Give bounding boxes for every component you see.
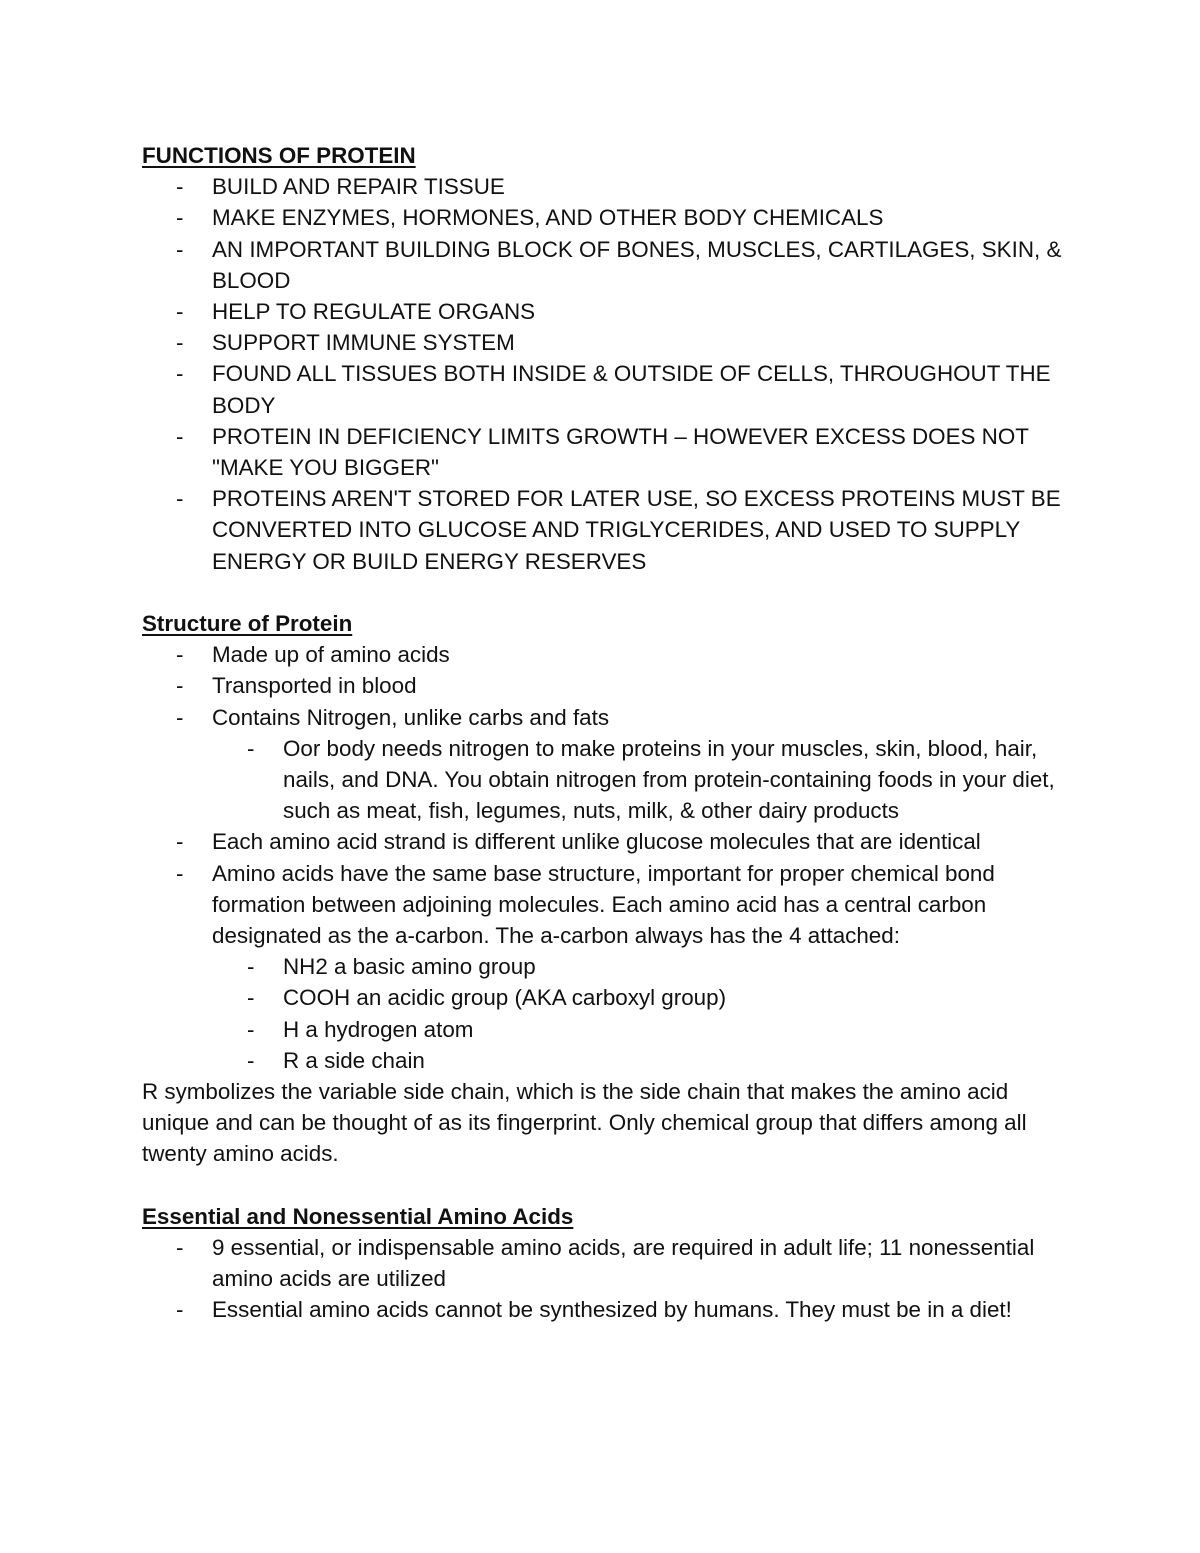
list-item: - AN IMPORTANT BUILDING BLOCK OF BONES, MUSCLES, CARTILAGES, SKIN, & BLOOD — [142, 234, 1072, 296]
heading-functions-of-protein: FUNCTIONS OF PROTEIN — [142, 143, 416, 168]
heading-structure-of-protein: Structure of Protein — [142, 611, 353, 637]
list-item-nitrogen — [142, 702, 1072, 827]
section-spacer — [142, 1170, 1072, 1201]
list-item: - Essential amino acids cannot be synthesized by humans. They must be in a diet! — [142, 1294, 1072, 1325]
sub-list-item: - Oor body needs nitrogen to make proteins in your muscles, skin, blood, hair, nails, and DNA. You obtain nitrogen from protein-containing foods in your diet, such as meat, fish, legumes, nuts, milk, & other dairy products — [212, 733, 1072, 827]
heading-essential-amino-acids: Essential and Nonessential Amino Acids — [142, 1203, 574, 1229]
list-item-text: Contains Nitrogen, unlike carbs and fats — [212, 704, 610, 730]
sub-list-item: - COOH an acidic group (AKA carboxyl group) — [212, 982, 1072, 1013]
list-item: - 9 essential, or indispensable amino acids, are required in adult life; 11 nonessential amino acids are utilized — [142, 1232, 1072, 1294]
attached-groups-sublist — [212, 951, 1072, 1076]
list-item: - Each amino acid strand is different unlike glucose molecules that are identical — [142, 826, 1072, 857]
list-item: - FOUND ALL TISSUES BOTH INSIDE & OUTSIDE OF CELLS, THROUGHOUT THE BODY — [142, 358, 1072, 420]
functions-list — [142, 171, 1072, 577]
list-item: - Made up of amino acids — [142, 639, 1072, 670]
list-item: - MAKE ENZYMES, HORMONES, AND OTHER BODY CHEMICALS — [142, 202, 1072, 233]
side-chain-paragraph: R symbolizes the variable side chain, which is the side chain that makes the amino acid unique and can be thought of as its fingerprint. Only chemical group that differs among all twenty amino acids. — [142, 1079, 1027, 1167]
list-item: - Transported in blood — [142, 670, 1072, 701]
document-page — [142, 140, 1072, 1326]
essential-list — [142, 1232, 1072, 1326]
structure-list — [142, 639, 1072, 1076]
sub-list-item: - R a side chain — [212, 1045, 1072, 1076]
section-spacer — [142, 577, 1072, 608]
sub-list-item: - NH2 a basic amino group — [212, 951, 1072, 982]
list-item: - PROTEIN IN DEFICIENCY LIMITS GROWTH – HOWEVER EXCESS DOES NOT "MAKE YOU BIGGER" — [142, 421, 1072, 483]
list-item-base-structure — [142, 858, 1072, 1076]
list-item: - PROTEINS AREN'T STORED FOR LATER USE, SO EXCESS PROTEINS MUST BE CONVERTED INTO GLUCOSE AND TRIGLYCERIDES, AND USED TO SUPPLY ENERGY OR BUILD ENERGY RESERVES — [142, 483, 1072, 577]
list-item: - BUILD AND REPAIR TISSUE — [142, 171, 1072, 202]
list-item: - HELP TO REGULATE ORGANS — [142, 296, 1072, 327]
nitrogen-sublist — [212, 733, 1072, 827]
sub-list-item: - H a hydrogen atom — [212, 1014, 1072, 1045]
list-item: - SUPPORT IMMUNE SYSTEM — [142, 327, 1072, 358]
list-item-text: Amino acids have the same base structure, important for proper chemical bond formation between adjoining molecules. Each amino acid has a central carbon designated as the a-carbon. The a-carbon always has the 4 attached: — [212, 860, 995, 949]
